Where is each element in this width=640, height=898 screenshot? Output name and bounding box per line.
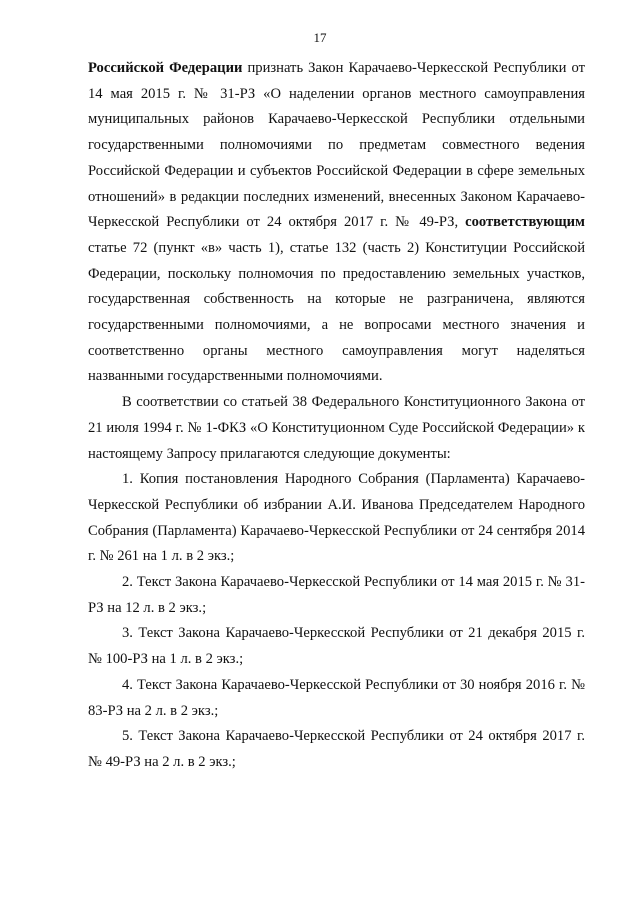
paragraph-attachments-intro: В соответствии со статьей 38 Федерального Конституционного Закона от 21 июля 1994 г. № 1-ФКЗ «О Конституционном Суде Российской Федерации» к настоящему Запросу прилагаются следующие документы: [88, 394, 585, 462]
bold-term: соответствующим [465, 214, 585, 231]
page-number: 17 [313, 30, 327, 45]
paragraph-text-end: статье 72 (пункт «в» часть 1), статье 132 (часть 2) Конституции Российской Федерации, поскольку полномочия по предоставлению земельных участков, государственная собственность на которые не разграничена, являются государственными полномочиями, а не вопросами местного значения и соответственно органы местного самоуправления могут наделяться названными государственными полномочиями. [88, 239, 585, 385]
bold-lead: Российской Федерации [88, 60, 243, 76]
document-body [88, 56, 585, 776]
attachment-item-5: 5. Текст Закона Карачаево-Черкесской Республики от 24 октября 2017 г. № 49-РЗ на 2 л. в 2 экз.; [88, 728, 585, 770]
attachment-item-3: 3. Текст Закона Карачаево-Черкесской Республики от 21 декабря 2015 г. № 100-РЗ на 1 л. в 2 экз.; [88, 625, 585, 668]
paragraph-conclusion [88, 56, 585, 390]
attachment-item-1: 1. Копия постановления Народного Собрания (Парламента) Карачаево-Черкесской Республики об избрании А.И. Иванова Председателем Народного Собрания (Парламента) Карачаево-Черкесской Республики от 24 сентября 2014 г. № 261 на 1 л. в 2 экз.; [88, 471, 585, 565]
attachment-item-2: 2. Текст Закона Карачаево-Черкесской Республики от 14 мая 2015 г. № 31-РЗ на 12 л. в 2 экз.; [88, 574, 585, 616]
paragraph-text: признать Закон Карачаево-Черкесской Республики от 14 мая 2015 г. № 31-РЗ «О наделении органов местного самоуправления муниципальных районов Карачаево-Черкесской Республики отдельными государственными полномочиями по предметам совместного ведения Российской Федерации и субъектов Российской Федерации в сфере земельных отношений» в редакции последних изменений, внесенных Законом Карачаево-Черкесской Республики от 24 октября 2017 г. № 49-РЗ, [88, 60, 585, 231]
attachment-item-4: 4. Текст Закона Карачаево-Черкесской Республики от 30 ноября 2016 г. № 83-РЗ на 2 л. в 2 экз.; [88, 676, 585, 719]
